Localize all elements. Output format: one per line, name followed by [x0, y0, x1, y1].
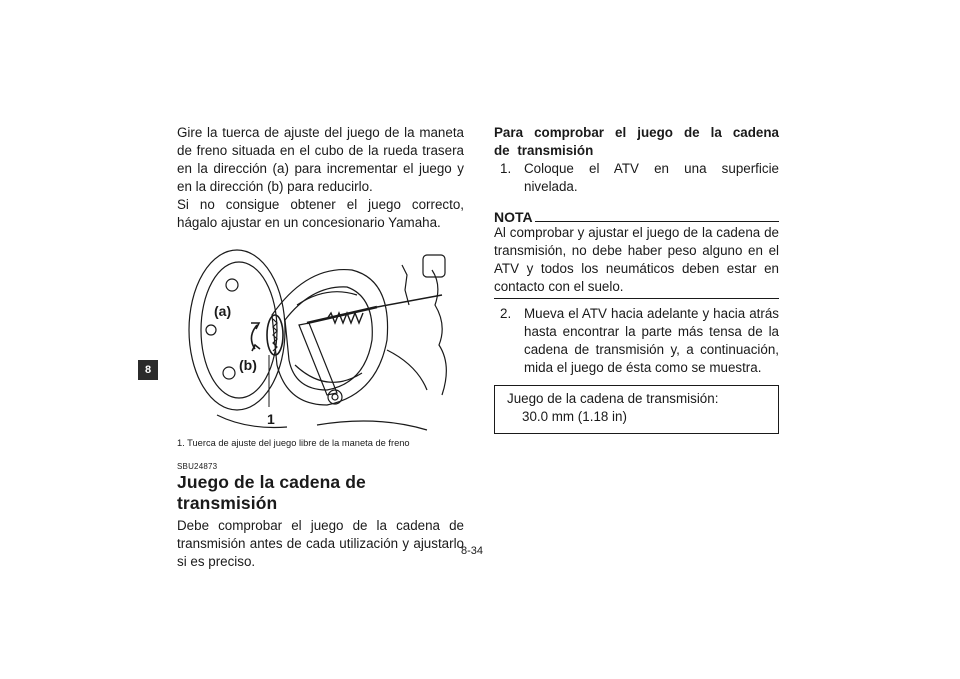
section-body: Debe comprobar el juego de la cadena de transmisión antes de cada utilización y ajustarlo si es preciso. — [177, 518, 464, 569]
label-1: 1 — [267, 411, 275, 427]
divider — [494, 298, 779, 299]
dealer-paragraph: Si no consigue obtener el juego correcto, hágalo ajustar en un concesionario Yamaha. — [177, 197, 464, 230]
figure-caption: 1. Tuerca de ajuste del juego libre de la maneta de freno — [177, 438, 410, 448]
spec-label: Juego de la cadena de transmisión: — [507, 391, 719, 406]
nota-text: Al comprobar y ajustar el juego de la cadena de transmisión, no debe haber peso alguno en el ATV y todos los neumáticos deben estar en contacto con el suelo. — [494, 225, 779, 294]
divider — [535, 221, 779, 222]
section-title: Juego de la cadena de transmisión — [177, 472, 366, 513]
brake-hub-illustration — [177, 245, 464, 435]
step-number: 1. — [500, 161, 512, 176]
brake-hub-drawing — [177, 245, 464, 435]
check-heading: Para comprobar el juego de la cadena de transmisión — [494, 125, 779, 158]
label-b: (b) — [239, 357, 257, 373]
right-column — [494, 124, 779, 434]
list-item — [494, 160, 779, 196]
label-a: (a) — [214, 303, 232, 319]
section-tab: 8 — [138, 360, 158, 380]
page-number: 8-34 — [461, 545, 484, 557]
list-item — [494, 305, 779, 377]
step-number: 2. — [500, 306, 512, 321]
step-text: Mueva el ATV hacia adelante y hacia atrás hasta encontrar la parte más tensa de la cadena de transmisión y, a continuación, mida el juego de ésta como se muestra. — [524, 306, 779, 375]
hub-outer-ring — [189, 250, 285, 410]
brake-drum — [272, 270, 388, 405]
nota-label: NOTA — [494, 209, 533, 225]
left-column — [177, 124, 464, 571]
brake-adjust-paragraph: Gire la tuerca de ajuste del juego de la maneta de freno situada en el cubo de la rueda trasera en la dirección (a) para incrementar el juego y en la dirección (b) para reducirlo. — [177, 125, 464, 194]
nota-header — [494, 210, 779, 224]
spec-box — [494, 385, 779, 434]
step-text: Coloque el ATV en una superficie nivelada. — [524, 161, 779, 194]
section-code: SBU24873 — [177, 462, 218, 471]
spec-value: 30.0 mm (1.18 in) — [522, 409, 627, 424]
